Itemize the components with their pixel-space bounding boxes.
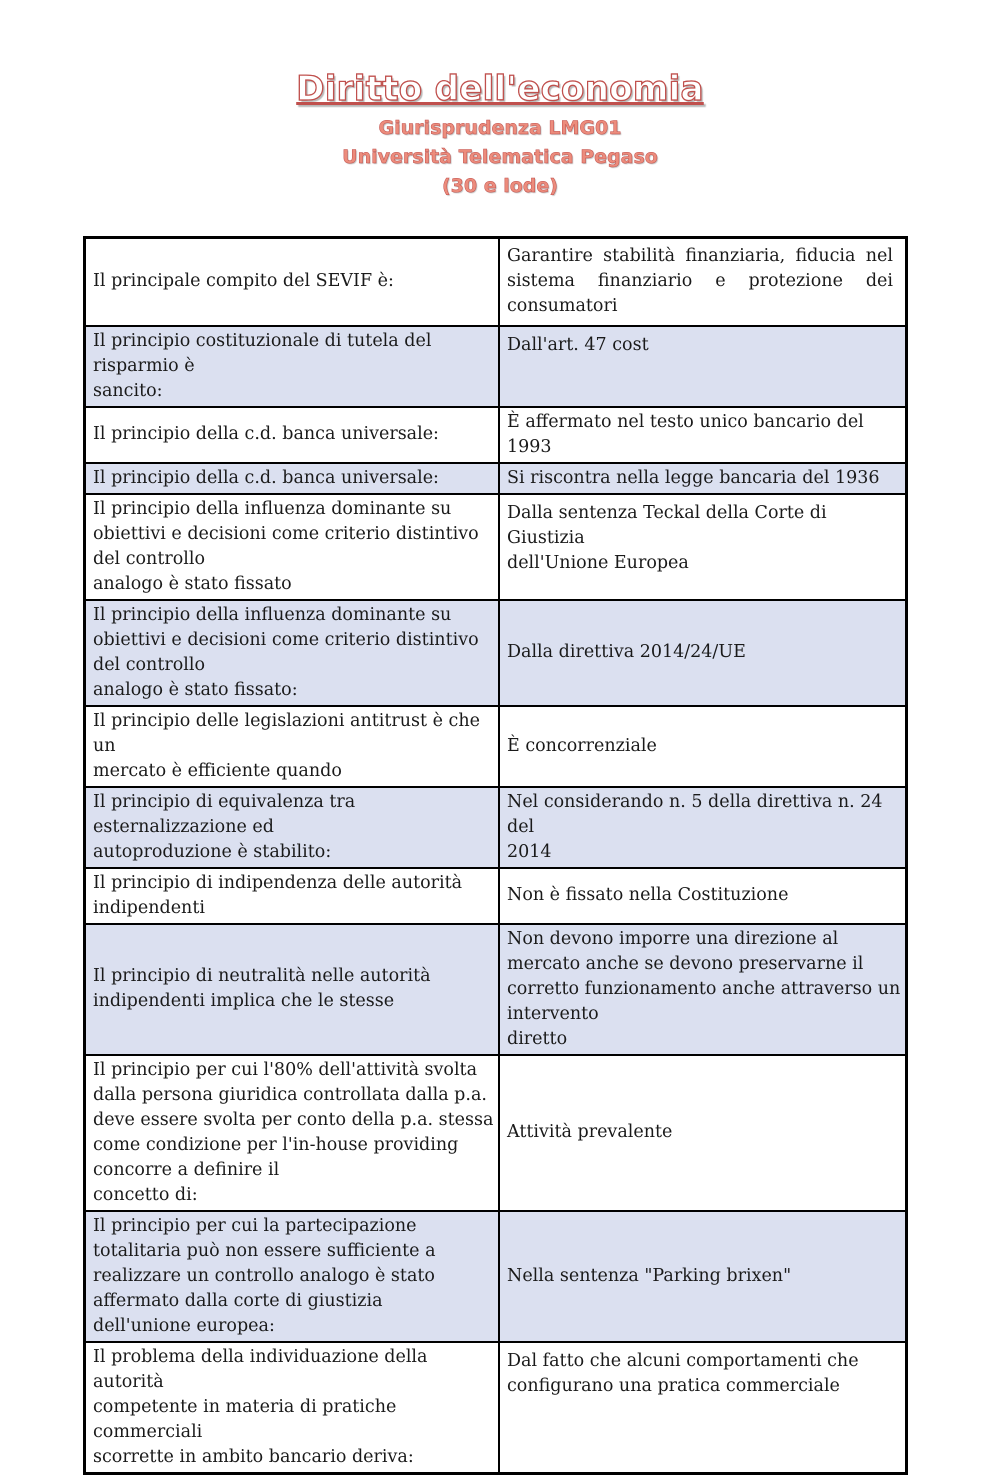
answer-cell [499, 924, 907, 1055]
document-title: Diritto dell'economia [296, 69, 704, 109]
question-cell [85, 706, 500, 787]
answer-line: Non devono imporre una direzione al [507, 928, 839, 949]
question-cell [85, 1211, 500, 1342]
question-line: come condizione per l'in-house providing [93, 1134, 459, 1155]
table-row [85, 463, 907, 494]
question-cell: Il principio della c.d. banca universale: [85, 407, 500, 463]
question-line: Il principio delle legislazioni antitrust è che [93, 710, 480, 731]
question-line: indipendenti [93, 897, 205, 918]
answer-line: configurano una pratica commerciale [507, 1375, 840, 1396]
question-cell: Il principio della c.d. banca universale: [85, 463, 500, 494]
question-line: Il principio di neutralità nelle autorità [93, 966, 431, 986]
question-line: concorre a definire il [93, 1159, 280, 1180]
answer-line: Dal fatto che alcuni comportamenti che [507, 1350, 859, 1371]
table-row [85, 494, 907, 600]
table-row [85, 706, 907, 787]
answer-cell: Attività prevalente [499, 1055, 907, 1211]
question-line: dell'unione europea: [93, 1315, 275, 1336]
table-row [85, 326, 907, 407]
question-cell [85, 787, 500, 868]
question-line: del controllo [93, 654, 205, 675]
question-cell: Il principale compito del SEVIF è: [85, 238, 500, 326]
question-line: analogo è stato fissato [93, 573, 292, 594]
qa-table [83, 236, 908, 1475]
table-row [85, 600, 907, 706]
table-row [85, 1211, 907, 1342]
answer-line: 2014 [507, 841, 552, 862]
answer-line: dell'Unione Europea [507, 552, 689, 573]
question-cell [85, 868, 500, 924]
question-line: analogo è stato fissato: [93, 679, 298, 700]
question-cell [85, 924, 500, 1055]
answer-line: mercato anche se devono preservarne il [507, 953, 864, 974]
question-line: obiettivi e decisioni come criterio distintivo [93, 629, 479, 650]
answer-cell: Garantire stabilità finanziaria, fiducia nel sistema finanziario e protezione dei consumatori [499, 238, 907, 326]
question-line: dalla persona giuridica controllata dalla p.a. [93, 1084, 487, 1105]
question-line: scorrette in ambito bancario deriva: [93, 1446, 414, 1467]
question-cell [85, 326, 500, 407]
table-row [85, 868, 907, 924]
table-row [85, 924, 907, 1055]
question-cell [85, 600, 500, 706]
question-line: realizzare un controllo analogo è stato [93, 1265, 435, 1286]
document-header [0, 66, 1000, 201]
question-line: Il principio di indipendenza delle autorità [93, 872, 463, 893]
answer-cell: Non è fissato nella Costituzione [499, 868, 907, 924]
question-line: del controllo [93, 548, 205, 569]
question-line: esternalizzazione ed [93, 816, 274, 837]
question-line: Il principio per cui la partecipazione [93, 1215, 417, 1236]
table-row [85, 238, 907, 326]
table-row [85, 1055, 907, 1211]
table-row [85, 407, 907, 463]
grade-label: (30 e lode) [442, 175, 558, 197]
answer-line: Nel considerando n. 5 della direttiva n. 24 [507, 791, 883, 812]
answer-cell: Dall'art. 47 cost [499, 326, 907, 407]
answer-line: Dalla sentenza Teckal della Corte di Giustizia [507, 502, 827, 548]
question-line: mercato è efficiente quando [93, 760, 342, 781]
question-line: competente in materia di pratiche commerciali [93, 1396, 397, 1442]
question-line: Il principio della influenza dominante su [93, 498, 452, 519]
question-line: Il problema della individuazione della autorità [93, 1346, 428, 1392]
course-name: Giurisprudenza LMG01 [378, 117, 622, 139]
answer-line: intervento [507, 1003, 599, 1024]
answer-cell [499, 787, 907, 868]
question-line: autoproduzione è stabilito: [93, 841, 332, 862]
answer-cell: È affermato nel testo unico bancario del 1993 [499, 407, 907, 463]
answer-line: del [507, 816, 535, 837]
question-cell [85, 1342, 500, 1474]
table-row [85, 787, 907, 868]
question-cell [85, 494, 500, 600]
answer-cell: Si riscontra nella legge bancaria del 1936 [499, 463, 907, 494]
answer-cell: È concorrenziale [499, 706, 907, 787]
question-line: indipendenti implica che le stesse [93, 991, 395, 1011]
question-cell [85, 1055, 500, 1211]
answer-cell [499, 494, 907, 600]
answer-cell: Nella sentenza "Parking brixen" [499, 1211, 907, 1342]
question-line: deve essere svolta per conto della p.a. stessa [93, 1109, 494, 1130]
question-line: Il principio della influenza dominante su [93, 604, 452, 625]
question-line: un [93, 735, 116, 756]
question-line: totalitaria può non essere sufficiente a [93, 1240, 436, 1261]
question-line: Il principio di equivalenza tra [93, 791, 356, 812]
table-row [85, 1342, 907, 1474]
answer-line: corretto funzionamento anche attraverso un [507, 978, 901, 999]
answer-line: diretto [507, 1028, 568, 1049]
answer-cell: Dalla direttiva 2014/24/UE [499, 600, 907, 706]
answer-cell [499, 1342, 907, 1474]
question-line: Il principio costituzionale di tutela del [93, 330, 432, 351]
question-line: Il principio per cui l'80% dell'attività svolta [93, 1059, 478, 1080]
question-line: obiettivi e decisioni come criterio distintivo [93, 523, 479, 544]
question-line: sancito: [93, 380, 163, 401]
question-line: affermato dalla corte di giustizia [93, 1290, 383, 1311]
question-line: risparmio è [93, 355, 195, 376]
university-name: Università Telematica Pegaso [342, 146, 658, 168]
question-line: concetto di: [93, 1184, 198, 1205]
